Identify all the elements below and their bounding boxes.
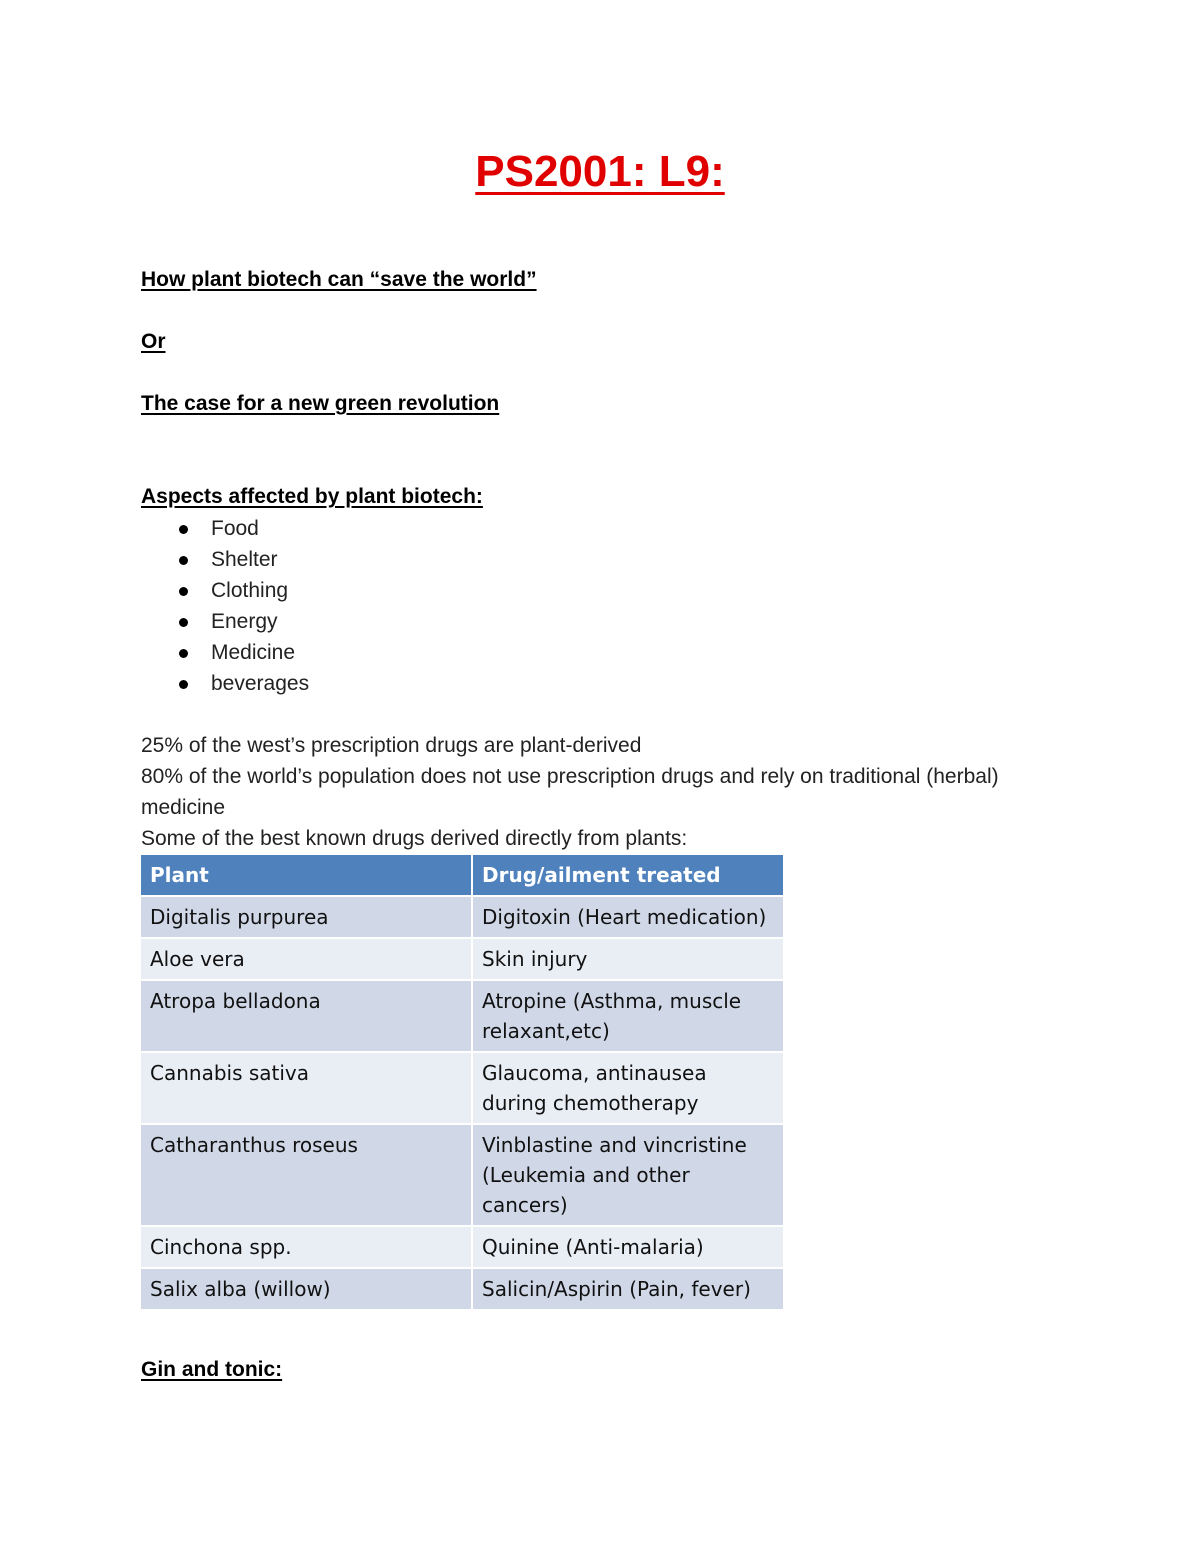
table-row [141, 896, 783, 938]
table-header-row [141, 855, 783, 896]
table-row [141, 1124, 783, 1226]
list-item: Shelter [141, 544, 309, 575]
header-drug: Drug/ailment treated [472, 855, 783, 896]
paragraph-traditional-medicine: 80% of the world’s population does not use prescription drugs and rely on traditional (herbal) medicine [141, 765, 999, 819]
cell-plant: Aloe vera [141, 938, 472, 980]
bullet-icon [179, 556, 188, 565]
bullet-icon [179, 680, 188, 689]
table-row [141, 938, 783, 980]
header-plant: Plant [141, 855, 472, 896]
table-row [141, 980, 783, 1052]
aspects-heading: Aspects affected by plant biotech: [141, 485, 483, 508]
gin-tonic-heading: Gin and tonic: [141, 1358, 283, 1381]
cell-plant: Catharanthus roseus [141, 1124, 472, 1226]
bullet-icon [179, 618, 188, 627]
list-item: beverages [141, 668, 309, 699]
aspects-list [141, 513, 309, 699]
cell-plant: Cannabis sativa [141, 1052, 472, 1124]
subtitle-heading: How plant biotech can “save the world” [141, 268, 537, 291]
cell-drug: Quinine (Anti-malaria) [472, 1226, 783, 1268]
alt-subtitle-heading: The case for a new green revolution [141, 392, 500, 415]
body-text [141, 730, 1041, 854]
cell-drug: Atropine (Asthma, muscle relaxant,etc) [472, 980, 783, 1052]
cell-plant: Salix alba (willow) [141, 1268, 472, 1310]
paragraph-table-intro: Some of the best known drugs derived directly from plants: [141, 827, 688, 850]
page-title: PS2001: L9: [475, 147, 725, 196]
plant-drugs-table [141, 855, 783, 1311]
cell-plant: Digitalis purpurea [141, 896, 472, 938]
bullet-icon [179, 649, 188, 658]
cell-plant: Atropa belladona [141, 980, 472, 1052]
cell-drug: Salicin/Aspirin (Pain, fever) [472, 1268, 783, 1310]
list-item: Energy [141, 606, 309, 637]
bullet-icon [179, 525, 188, 534]
or-heading: Or [141, 330, 166, 353]
cell-drug: Vinblastine and vincristine (Leukemia and other cancers) [472, 1124, 783, 1226]
list-item: Clothing [141, 575, 309, 606]
list-item: Medicine [141, 637, 309, 668]
table-row [141, 1052, 783, 1124]
cell-plant: Cinchona spp. [141, 1226, 472, 1268]
list-item: Food [141, 513, 309, 544]
paragraph-prescription-share: 25% of the west’s prescription drugs are plant-derived [141, 734, 642, 757]
cell-drug: Skin injury [472, 938, 783, 980]
bullet-icon [179, 587, 188, 596]
table-row [141, 1226, 783, 1268]
table-row [141, 1268, 783, 1310]
cell-drug: Glaucoma, antinausea during chemotherapy [472, 1052, 783, 1124]
cell-drug: Digitoxin (Heart medication) [472, 896, 783, 938]
